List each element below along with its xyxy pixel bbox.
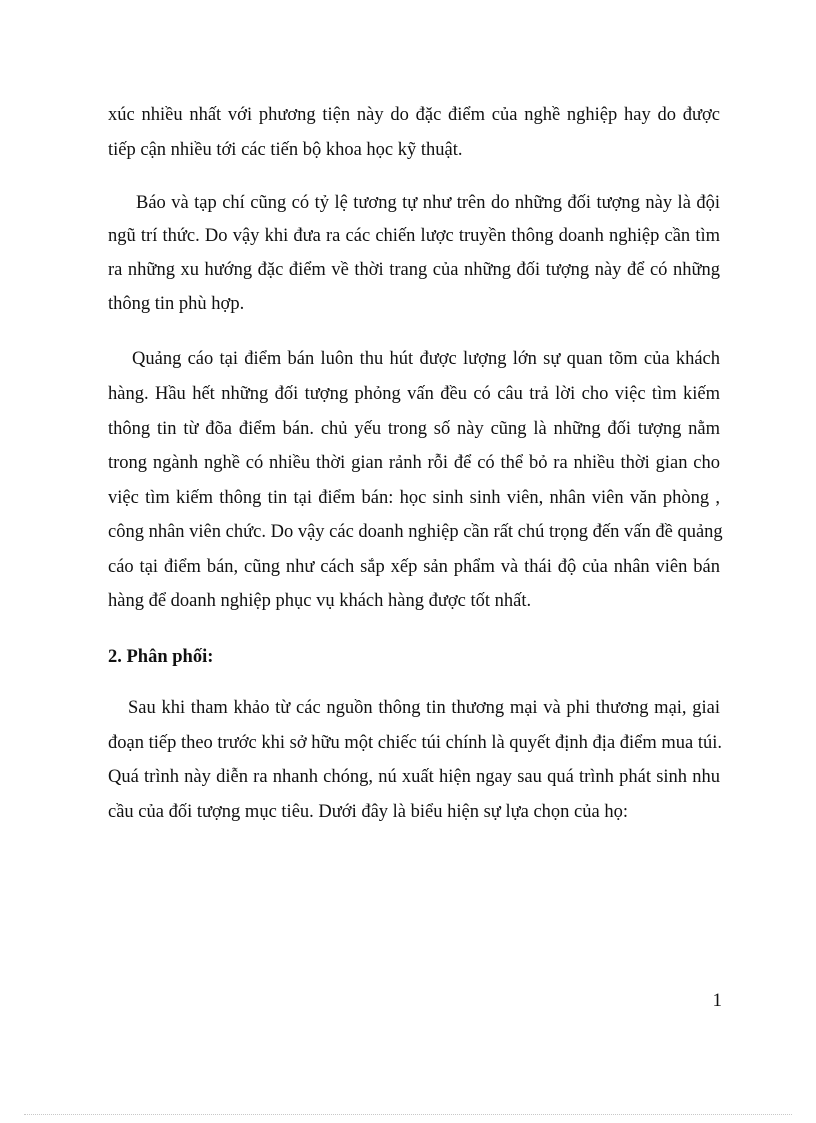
paragraph-3-line-1: Quảng cáo tại điểm bán luôn thu hút được lượng lớn sự quan tõm của khách	[132, 349, 720, 369]
section-heading: 2. Phân phối:	[108, 647, 214, 667]
paragraph-3-line-5: việc tìm kiếm thông tin tại điểm bán: học sinh sinh viên, nhân viên văn phòng ,	[108, 488, 720, 508]
paragraph-3-line-6: công nhân viên chức. Do vậy các doanh nghiệp cần rất chú trọng đến vấn đề quảng	[108, 522, 723, 542]
paragraph-2-line-4: thông tin phù hợp.	[108, 294, 245, 314]
paragraph-2-line-2: ngũ trí thức. Do vậy khi đưa ra các chiến lược truyền thông doanh nghiệp cần tìm	[108, 226, 720, 246]
paragraph-3-line-7: cáo tại điểm bán, cũng như cách sắp xếp sản phẩm và thái độ của nhân viên bán	[108, 557, 720, 577]
paragraph-1-line-2: tiếp cận nhiều tới các tiến bộ khoa học kỹ thuật.	[108, 140, 463, 160]
paragraph-2-line-1: Báo và tạp chí cũng có tỷ lệ tương tự như trên do những đối tượng này là đội	[136, 193, 720, 213]
paragraph-3-line-4: trong ngành nghề có nhiều thời gian rảnh rỗi để có thể bỏ ra nhiều thời gian cho	[108, 453, 720, 473]
paragraph-3-line-8: hàng để doanh nghiệp phục vụ khách hàng được tốt nhất.	[108, 591, 532, 611]
page-number: 1	[712, 990, 722, 1011]
paragraph-4-line-3: Quá trình này diễn ra nhanh chóng, nú xuất hiện ngay sau quá trình phát sinh nhu	[108, 767, 720, 787]
page-boundary-divider	[24, 1114, 792, 1115]
paragraph-3-line-2: hàng. Hầu hết những đối tượng phỏng vấn đều có câu trả lời cho việc tìm kiếm	[108, 384, 720, 404]
paragraph-3-line-3: thông tin từ đõa điểm bán. chủ yếu trong số này cũng là những đối tượng nằm	[108, 419, 720, 439]
paragraph-4-line-4: cầu của đối tượng mục tiêu. Dưới đây là biểu hiện sự lựa chọn của họ:	[108, 802, 628, 822]
paragraph-2-line-3: ra những xu hướng đặc điểm về thời trang của những đối tượng này để có những	[108, 260, 720, 280]
paragraph-4-line-1: Sau khi tham khảo từ các nguồn thông tin thương mại và phi thương mại, giai	[128, 698, 720, 718]
paragraph-4-line-2: đoạn tiếp theo trước khi sở hữu một chiếc túi chính là quyết định địa điểm mua túi.	[108, 733, 723, 753]
paragraph-1-line-1: xúc nhiều nhất với phương tiện này do đặc điểm của nghề nghiệp hay do được	[108, 105, 720, 125]
